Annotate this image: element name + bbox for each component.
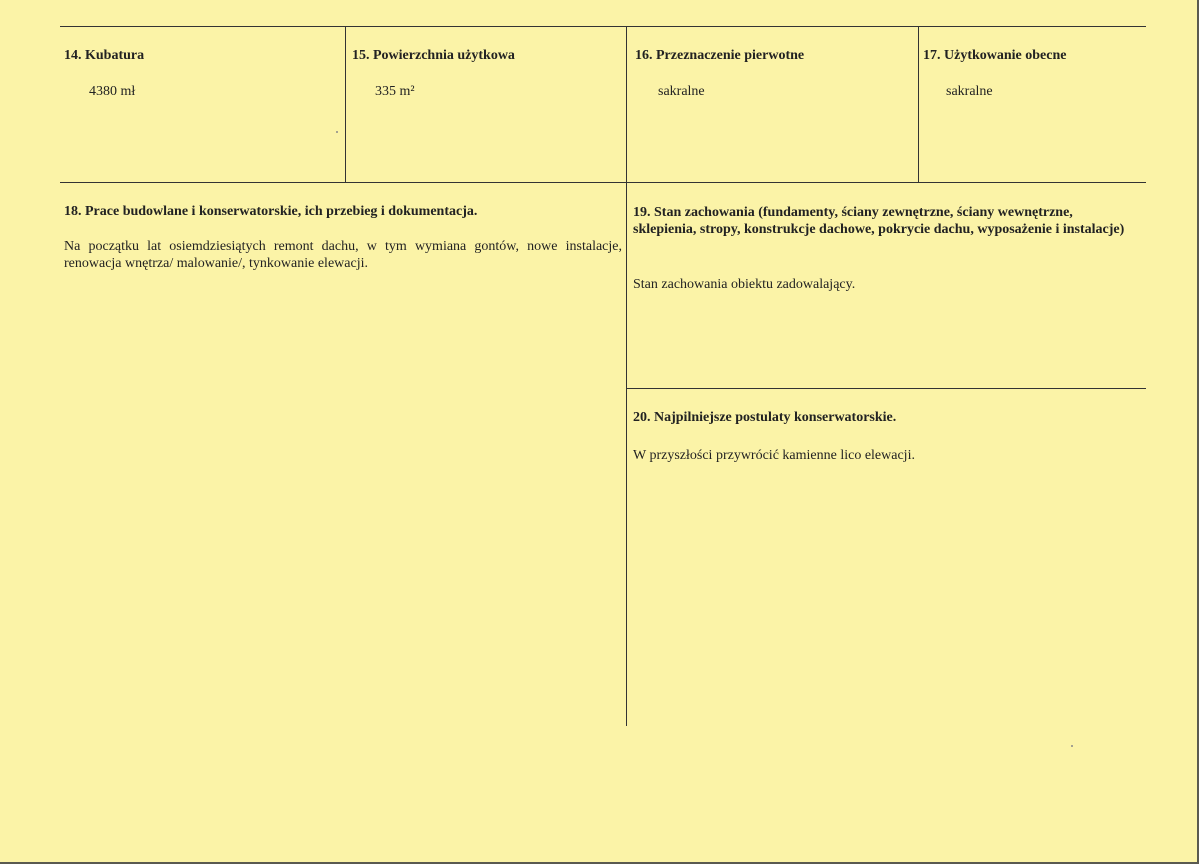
field-20-label: 20. Najpilniejsze postulaty konserwatorskie. <box>633 410 897 425</box>
field-19-label: 19. Stan zachowania (fundamenty, ściany zewnętrzne, ściany wewnętrzne, sklepienia, stropy, konstrukcje dachowe, pokrycie dachu, wyposażenie i instalacje) <box>633 205 1125 237</box>
field-15-value: 335 m² <box>375 84 415 99</box>
field-17-label: 17. Użytkowanie obecne <box>923 48 1067 63</box>
field-19-value: Stan zachowania obiektu zadowalający. <box>633 277 856 292</box>
speck <box>1071 745 1073 747</box>
field-14-label: 14. Kubatura <box>64 48 145 63</box>
speck <box>336 131 338 133</box>
field-16-value: sakralne <box>658 84 705 99</box>
rule-f19-bottom <box>626 388 1146 389</box>
rule-v-15-16 <box>626 26 627 182</box>
field-18-value: Na początku lat osiemdziesiątych remont dachu, w tym wymiana gontów, nowe instalacje, renowacja wnętrza/ malowanie/, tynkowanie elewacji. <box>64 239 622 271</box>
field-15-label: 15. Powierzchnia użytkowa <box>352 48 515 63</box>
rule-v-18-19 <box>626 182 627 726</box>
field-20-value: W przyszłości przywrócić kamienne lico elewacji. <box>633 448 915 463</box>
rule-top <box>60 26 1146 27</box>
field-16-label: 16. Przeznaczenie pierwotne <box>635 48 805 63</box>
field-14-value: 4380 mł <box>89 84 136 99</box>
rule-v-14-15 <box>345 26 346 182</box>
field-18-label: 18. Prace budowlane i konserwatorskie, ich przebieg i dokumentacja. <box>64 204 478 219</box>
field-17-value: sakralne <box>946 84 993 99</box>
rule-v-16-17 <box>918 26 919 182</box>
rule-row1-bottom <box>60 182 1146 183</box>
